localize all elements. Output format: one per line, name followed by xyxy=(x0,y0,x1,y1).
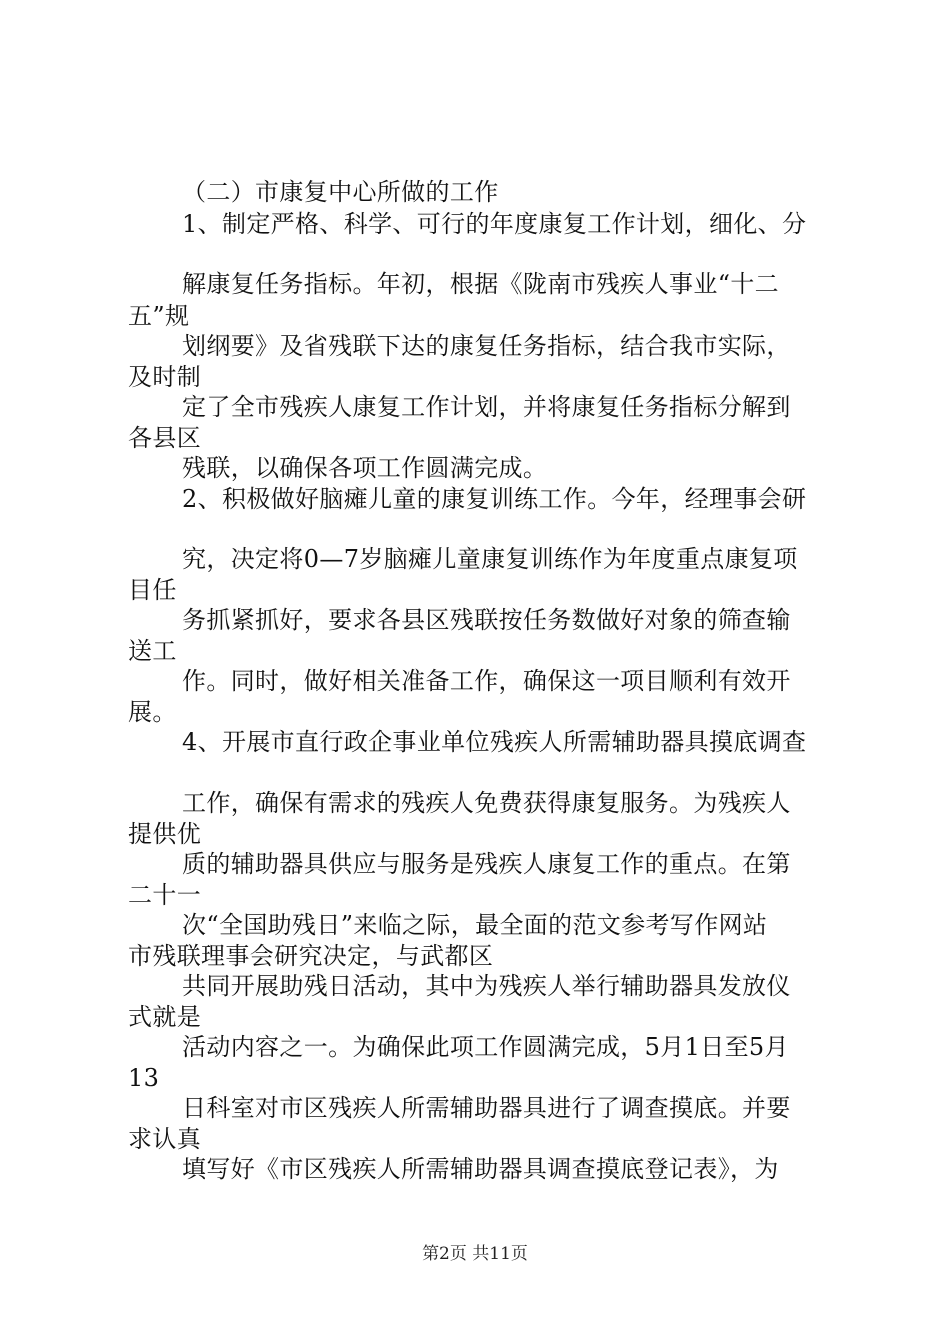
paragraph-line: 活动内容之一。为确保此项工作圆满完成，5月1日至5月 xyxy=(182,1033,789,1061)
section-heading: （二）市康复中心所做的工作 xyxy=(182,178,499,206)
paragraph-line: 填写好《市区残疾人所需辅助器具调查摸底登记表》，为 xyxy=(182,1155,779,1183)
paragraph-line: 4、开展市直行政企事业单位残疾人所需辅助器具摸底调查 xyxy=(182,728,807,756)
paragraph-line: 共同开展助残日活动，其中为残疾人举行辅助器具发放仪 xyxy=(182,972,791,1000)
paragraph-line: 五”规 xyxy=(128,302,190,330)
paragraph-line: 二十一 xyxy=(128,881,202,909)
paragraph-line: 作。同时，做好相关准备工作，确保这一项目顺利有效开 xyxy=(182,667,791,695)
paragraph-line: 1、制定严格、科学、可行的年度康复工作计划，细化、分 xyxy=(182,210,807,238)
paragraph-line: 定了全市残疾人康复工作计划，并将康复任务指标分解到 xyxy=(182,393,791,421)
paragraph-line: 展。 xyxy=(128,698,177,726)
paragraph-line: 市残联理事会研究决定，与武都区 xyxy=(128,942,494,970)
paragraph-line: 求认真 xyxy=(128,1125,202,1153)
paragraph-line: 工作，确保有需求的残疾人免费获得康复服务。为残疾人 xyxy=(182,789,791,817)
paragraph-line: 各县区 xyxy=(128,424,202,452)
paragraph-line: 质的辅助器具供应与服务是残疾人康复工作的重点。在第 xyxy=(182,850,791,878)
paragraph-line: 次“全国助残日”来临之际，最全面的范文参考写作网站 xyxy=(182,911,768,939)
paragraph-line: 日科室对市区残疾人所需辅助器具进行了调查摸底。并要 xyxy=(182,1094,791,1122)
paragraph-line: 送工 xyxy=(128,637,177,665)
page-number-footer: 第2页 共11页 xyxy=(422,1244,528,1264)
paragraph-line: 务抓紧抓好，要求各县区残联按任务数做好对象的筛查输 xyxy=(182,606,791,634)
paragraph-line: 式就是 xyxy=(128,1003,202,1031)
paragraph-line: 2、积极做好脑瘫儿童的康复训练工作。今年，经理事会研 xyxy=(182,485,807,513)
paragraph-line: 13 xyxy=(128,1064,160,1092)
paragraph-line: 划纲要》及省残联下达的康复任务指标，结合我市实际， xyxy=(182,332,791,360)
paragraph-line: 残联，以确保各项工作圆满完成。 xyxy=(182,454,548,482)
paragraph-line: 目任 xyxy=(128,576,177,604)
paragraph-line: 解康复任务指标。年初，根据《陇南市残疾人事业“十二 xyxy=(182,270,780,298)
paragraph-line: 提供优 xyxy=(128,820,202,848)
paragraph-line: 及时制 xyxy=(128,363,202,391)
paragraph-line: 究，决定将0—7岁脑瘫儿童康复训练作为年度重点康复项 xyxy=(182,545,798,573)
